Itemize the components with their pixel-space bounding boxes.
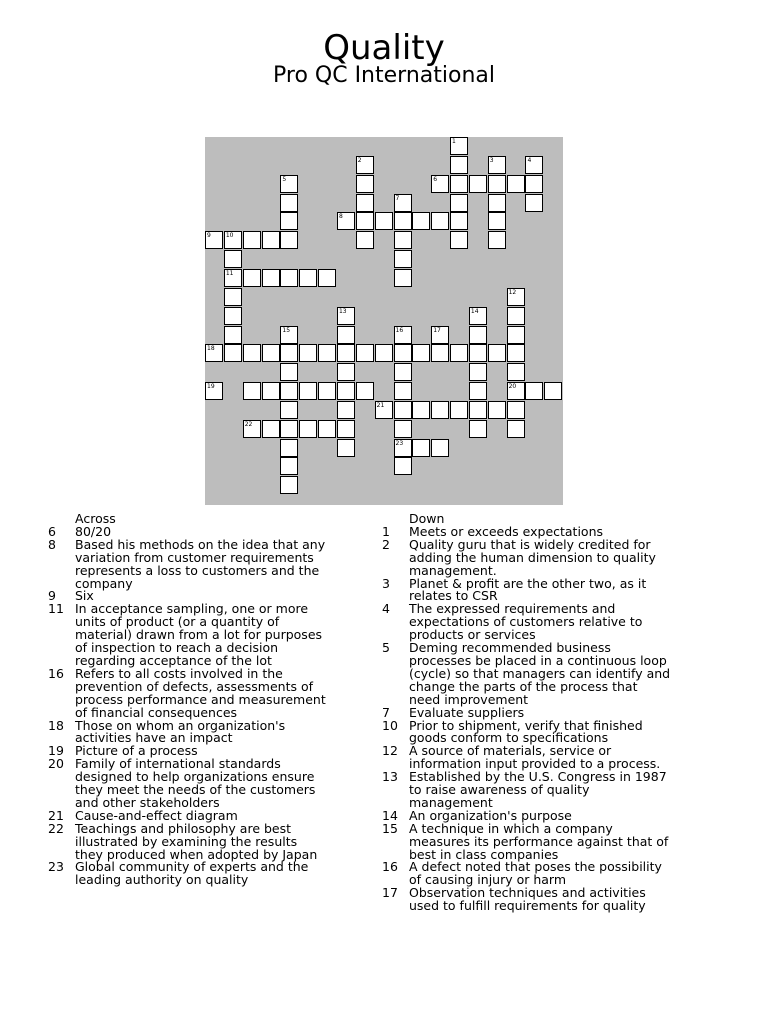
grid-cell[interactable] <box>375 401 393 419</box>
grid-cell[interactable] <box>280 194 298 212</box>
clue-number: 12 <box>508 288 517 296</box>
grid-cell[interactable] <box>299 382 317 400</box>
clue-number: 19 <box>207 383 215 391</box>
grid-cell[interactable] <box>507 382 525 400</box>
down-clue <box>382 717 672 746</box>
grid-cell[interactable] <box>337 420 355 438</box>
grid-cell[interactable] <box>544 382 562 400</box>
grid-cell[interactable] <box>318 344 336 362</box>
grid-cell[interactable] <box>224 288 242 306</box>
clue-text: An organization's purpose <box>409 807 572 823</box>
clue-number: 2 <box>357 156 362 164</box>
clue-text: Quality guru that is widely credited for adding the human dimension to quality management. <box>409 536 656 578</box>
grid-cell[interactable] <box>507 363 525 381</box>
grid-cell[interactable] <box>469 363 487 381</box>
grid-cell[interactable] <box>450 194 468 212</box>
grid-cell[interactable] <box>488 156 506 174</box>
clue-text: Evaluate suppliers <box>409 704 525 720</box>
across-clue <box>48 758 328 810</box>
grid-cell[interactable] <box>431 439 449 457</box>
clue-text: Deming recommended business processes be placed in a continuous loop (cycle) so that managers can identify and change the parts of the process that need improvement <box>409 640 671 707</box>
clue-number: 8 <box>48 536 56 552</box>
grid-cell[interactable] <box>394 344 412 362</box>
clue-text: Observation techniques and activities used to fulfill requirements for quality <box>409 885 646 914</box>
down-clue <box>382 745 672 771</box>
grid-cell[interactable] <box>318 382 336 400</box>
clue-number: 12 <box>382 743 398 759</box>
grid-cell[interactable] <box>525 175 543 193</box>
grid-cell[interactable] <box>469 307 487 325</box>
grid-cell[interactable] <box>356 231 374 249</box>
grid-cell[interactable] <box>280 401 298 419</box>
clue-number: 10 <box>382 717 398 733</box>
clue-number: 23 <box>395 439 404 447</box>
grid-cell[interactable] <box>337 344 355 362</box>
grid-cell[interactable] <box>299 420 317 438</box>
grid-cell[interactable] <box>488 212 506 230</box>
grid-cell[interactable] <box>337 363 355 381</box>
grid-cell[interactable] <box>488 401 506 419</box>
grid-cell[interactable] <box>280 175 298 193</box>
clue-text: A defect noted that poses the possibility of causing injury or harm <box>409 859 662 888</box>
grid-cell[interactable] <box>243 231 261 249</box>
grid-cell[interactable] <box>280 212 298 230</box>
grid-cell[interactable] <box>224 231 242 249</box>
across-clue <box>48 665 328 720</box>
grid-cell[interactable] <box>488 231 506 249</box>
grid-cell[interactable] <box>394 231 412 249</box>
grid-cell[interactable] <box>280 476 298 494</box>
grid-cell[interactable] <box>431 175 449 193</box>
grid-cell[interactable] <box>394 401 412 419</box>
clue-text: Family of international standards designed to help organizations ensure they meet the needs of the customers and other stakeholders <box>75 756 316 810</box>
clue-number: 2 <box>382 536 390 552</box>
clue-text: Prior to shipment, verify that finished goods conform to specifications <box>409 717 643 746</box>
clue-number: 7 <box>395 194 400 202</box>
grid-cell[interactable] <box>224 269 242 287</box>
grid-cell[interactable] <box>488 175 506 193</box>
grid-cell[interactable] <box>431 401 449 419</box>
down-clue <box>382 642 672 707</box>
grid-cell[interactable] <box>205 344 223 362</box>
clue-number: 6 <box>433 175 438 183</box>
grid-cell[interactable] <box>488 194 506 212</box>
clue-number: 22 <box>244 420 253 428</box>
clue-text: Global community of experts and the leading authority on quality <box>75 859 309 888</box>
clue-number: 23 <box>48 859 64 875</box>
grid-cell[interactable] <box>337 439 355 457</box>
across-heading: Across <box>75 511 116 526</box>
clue-number: 18 <box>48 717 64 733</box>
grid-cell[interactable] <box>262 269 280 287</box>
clue-number: 9 <box>207 232 211 240</box>
clue-text: Six <box>75 588 94 604</box>
grid-cell[interactable] <box>507 326 525 344</box>
clue-text: The expressed requirements and expectations of customers relative to products or services <box>409 601 643 643</box>
down-clue <box>382 820 672 862</box>
clue-number: 1 <box>382 523 390 539</box>
grid-cell[interactable] <box>450 401 468 419</box>
grid-cell[interactable] <box>450 231 468 249</box>
grid-cell[interactable] <box>356 194 374 212</box>
grid-cell[interactable] <box>525 156 543 174</box>
grid-cell[interactable] <box>525 382 543 400</box>
down-clue <box>382 603 672 642</box>
grid-cell[interactable] <box>280 382 298 400</box>
grid-cell[interactable] <box>431 344 449 362</box>
grid-cell[interactable] <box>507 288 525 306</box>
clue-number: 4 <box>382 601 390 617</box>
across-clue-list <box>48 523 328 888</box>
grid-cell[interactable] <box>243 382 261 400</box>
grid-cell[interactable] <box>507 401 525 419</box>
grid-cell[interactable] <box>412 401 430 419</box>
grid-cell[interactable] <box>394 439 412 457</box>
grid-cell[interactable] <box>394 382 412 400</box>
grid-cell[interactable] <box>488 344 506 362</box>
clue-number: 21 <box>48 807 64 823</box>
grid-cell[interactable] <box>375 212 393 230</box>
clue-number: 14 <box>470 307 479 315</box>
clue-number: 3 <box>382 575 390 591</box>
grid-cell[interactable] <box>394 363 412 381</box>
across-clues <box>48 513 328 887</box>
grid-cell[interactable] <box>224 326 242 344</box>
across-clue <box>48 861 328 887</box>
clue-number: 10 <box>225 232 234 240</box>
grid-cell[interactable] <box>262 420 280 438</box>
grid-cell[interactable] <box>356 212 374 230</box>
page-subtitle: Pro QC International <box>273 63 495 88</box>
across-clue <box>48 717 328 746</box>
clue-text: Those on whom an organization's activities have an impact <box>75 717 286 746</box>
grid-cell[interactable] <box>318 420 336 438</box>
grid-cell[interactable] <box>450 175 468 193</box>
clue-number: 17 <box>382 885 398 901</box>
grid-cell[interactable] <box>431 212 449 230</box>
grid-cell[interactable] <box>356 156 374 174</box>
clue-number: 11 <box>48 601 64 617</box>
clue-text: A source of materials, service or information input provided to a process. <box>409 743 661 772</box>
grid-cell[interactable] <box>356 382 374 400</box>
grid-cell[interactable] <box>280 363 298 381</box>
down-clues <box>382 513 672 913</box>
clue-number: 13 <box>382 769 398 785</box>
clue-number: 14 <box>382 807 398 823</box>
clue-number: 13 <box>338 307 347 315</box>
grid-cell[interactable] <box>356 175 374 193</box>
grid-cell[interactable] <box>507 307 525 325</box>
clue-text: Established by the U.S. Congress in 1987 to raise awareness of quality management <box>409 769 667 810</box>
grid-cell[interactable] <box>394 457 412 475</box>
grid-cell[interactable] <box>262 344 280 362</box>
grid-cell[interactable] <box>469 326 487 344</box>
clue-number: 18 <box>207 345 215 353</box>
grid-cell[interactable] <box>394 269 412 287</box>
across-clue <box>48 603 328 668</box>
down-clue <box>382 861 672 887</box>
grid-cell[interactable] <box>280 326 298 344</box>
clue-number: 16 <box>382 859 398 875</box>
grid-cell[interactable] <box>337 307 355 325</box>
clue-number: 20 <box>48 756 64 772</box>
clue-number: 20 <box>508 383 517 391</box>
grid-cell[interactable] <box>243 420 261 438</box>
grid-cell[interactable] <box>224 344 242 362</box>
grid-cell[interactable] <box>280 231 298 249</box>
clue-text: Based his methods on the idea that any variation from customer requirements represents a loss to customers and the company <box>75 536 326 591</box>
clue-text: In acceptance sampling, one or more units of product (or a quantity of material) drawn from a lot for purposes of inspection to reach a decision regarding acceptance of the lot <box>75 601 323 668</box>
grid-cell[interactable] <box>507 420 525 438</box>
clue-number: 16 <box>48 665 64 681</box>
clue-text: Cause-and-effect diagram <box>75 807 238 823</box>
grid-cell[interactable] <box>469 382 487 400</box>
grid-cell[interactable] <box>375 344 393 362</box>
clue-number: 8 <box>338 213 343 221</box>
down-clue <box>382 575 672 604</box>
grid-cell[interactable] <box>280 420 298 438</box>
clue-number: 9 <box>48 588 56 604</box>
grid-cell[interactable] <box>469 175 487 193</box>
grid-cell[interactable] <box>280 344 298 362</box>
across-clue <box>48 820 328 862</box>
across-clue <box>48 536 328 591</box>
clue-number: 11 <box>225 269 234 277</box>
clue-number: 21 <box>376 401 385 409</box>
grid-cell[interactable] <box>280 269 298 287</box>
clue-number: 1 <box>452 138 456 145</box>
clue-number: 4 <box>527 156 532 164</box>
clue-text: Teachings and philosophy are best illustrated by examining the results they produced when adopted by Japan <box>75 820 318 862</box>
clue-number: 15 <box>382 820 398 836</box>
grid-cell[interactable] <box>394 250 412 268</box>
grid-cell[interactable] <box>525 194 543 212</box>
clue-number: 5 <box>382 640 390 656</box>
clue-number: 22 <box>48 820 64 836</box>
clue-number: 7 <box>382 704 390 720</box>
clue-number: 6 <box>48 523 56 539</box>
grid-cell[interactable] <box>450 137 468 155</box>
grid-cell[interactable] <box>412 344 430 362</box>
grid-cell[interactable] <box>224 250 242 268</box>
clue-text: Picture of a process <box>75 743 198 759</box>
grid-cell[interactable] <box>469 401 487 419</box>
grid-cell[interactable] <box>243 269 261 287</box>
grid-cell[interactable] <box>243 344 261 362</box>
down-clue <box>382 536 672 578</box>
grid-cell[interactable] <box>431 326 449 344</box>
grid-cell[interactable] <box>412 439 430 457</box>
grid-cell[interactable] <box>412 212 430 230</box>
crossword-grid <box>205 137 563 505</box>
clue-text: Meets or exceeds expectations <box>409 523 604 539</box>
grid-cell[interactable] <box>280 439 298 457</box>
grid-cell[interactable] <box>280 457 298 475</box>
clue-number: 15 <box>282 326 291 334</box>
clue-number: 3 <box>489 156 494 164</box>
grid-cell[interactable] <box>262 382 280 400</box>
grid-cell[interactable] <box>469 420 487 438</box>
grid-cell[interactable] <box>337 382 355 400</box>
grid-cell[interactable] <box>318 269 336 287</box>
grid-cell[interactable] <box>224 307 242 325</box>
grid-cell[interactable] <box>205 382 223 400</box>
grid-cell[interactable] <box>337 212 355 230</box>
down-clue <box>382 771 672 810</box>
clue-number: 19 <box>48 743 64 759</box>
grid-cell[interactable] <box>450 212 468 230</box>
clue-text: Planet & profit are the other two, as it relates to CSR <box>409 575 647 604</box>
grid-cell[interactable] <box>469 344 487 362</box>
clue-number: 17 <box>433 326 441 334</box>
clue-text: 80/20 <box>75 523 112 539</box>
grid-cell[interactable] <box>394 194 412 212</box>
grid-cell[interactable] <box>205 231 223 249</box>
down-clue-list <box>382 523 672 914</box>
clue-number: 16 <box>395 326 404 334</box>
grid-cell[interactable] <box>299 344 317 362</box>
grid-cell[interactable] <box>394 326 412 344</box>
clue-number: 5 <box>282 175 287 183</box>
grid-cell[interactable] <box>337 326 355 344</box>
down-heading: Down <box>409 511 445 526</box>
grid-cell[interactable] <box>507 175 525 193</box>
down-clue <box>382 887 672 913</box>
grid-cell[interactable] <box>262 231 280 249</box>
grid-cell[interactable] <box>299 269 317 287</box>
clue-text: Refers to all costs involved in the prevention of defects, assessments of process performance and measurement of financial consequences <box>75 665 326 720</box>
grid-cell[interactable] <box>450 344 468 362</box>
grid-cell[interactable] <box>394 420 412 438</box>
grid-cell[interactable] <box>356 344 374 362</box>
page-title: Quality <box>323 28 445 68</box>
grid-cell[interactable] <box>394 212 412 230</box>
grid-cell[interactable] <box>507 344 525 362</box>
clue-text: A technique in which a company measures its performance against that of best in class companies <box>409 820 669 862</box>
grid-cell[interactable] <box>337 401 355 419</box>
grid-cell[interactable] <box>450 156 468 174</box>
